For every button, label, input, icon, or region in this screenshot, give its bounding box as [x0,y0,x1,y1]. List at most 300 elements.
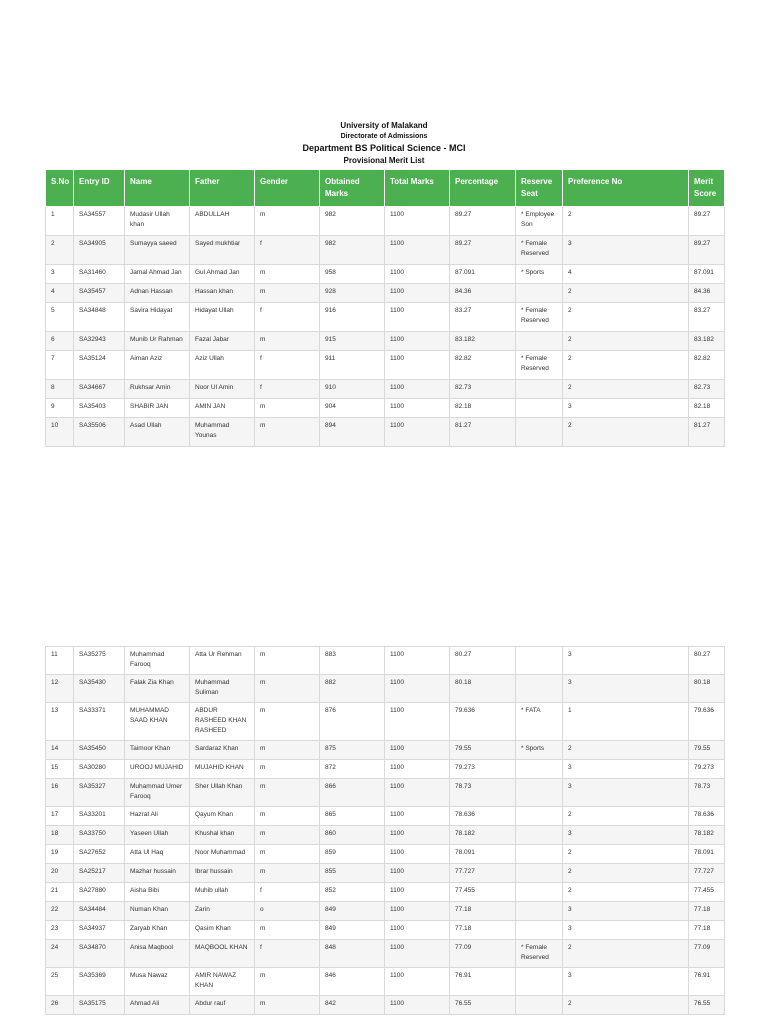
merit-score-cell: 77.18 [689,902,725,921]
sno-cell: 18 [46,826,74,845]
total-marks-cell: 1100 [385,864,450,883]
sno-cell: 9 [46,399,74,418]
father-cell: Hassan khan [190,284,255,303]
reserve-seat-cell [516,883,563,902]
preference-cell: 2 [563,807,689,826]
total-marks-cell: 1100 [385,303,450,332]
obtained-marks-cell: 849 [320,902,385,921]
merit-score-cell: 89.27 [689,207,725,236]
obtained-marks-cell: 855 [320,864,385,883]
preference-cell: 4 [563,265,689,284]
table-row [46,418,725,447]
father-cell: Qasim Khan [190,921,255,940]
percentage-cell: 79.55 [450,741,516,760]
percentage-cell: 79.273 [450,760,516,779]
gender-cell: m [255,845,320,864]
obtained-marks-cell: 865 [320,807,385,826]
gender-cell: m [255,807,320,826]
table-row [46,864,725,883]
percentage-cell: 87.091 [450,265,516,284]
preference-cell: 2 [563,996,689,1015]
father-cell: Atta Ur Rehman [190,647,255,675]
entry-id-cell: SA30280 [74,760,125,779]
sno-cell: 14 [46,741,74,760]
entry-id-cell: SA33750 [74,826,125,845]
name-cell: Aisha Bibi [125,883,190,902]
reserve-seat-cell [516,779,563,807]
obtained-marks-cell: 894 [320,418,385,447]
sno-cell: 6 [46,332,74,351]
obtained-marks-cell: 904 [320,399,385,418]
preference-cell: 3 [563,760,689,779]
table-row [46,845,725,864]
percentage-cell: 80.18 [450,675,516,703]
reserve-seat-cell [516,332,563,351]
merit-score-cell: 78.636 [689,807,725,826]
reserve-seat-cell [516,760,563,779]
merit-score-cell: 77.18 [689,921,725,940]
document-header [0,120,768,167]
sno-cell: 13 [46,703,74,741]
name-cell: Anisa Maqbool [125,940,190,968]
reserve-seat-cell [516,399,563,418]
reserve-seat-cell [516,864,563,883]
gender-cell: m [255,826,320,845]
merit-table-page-1 [45,169,725,447]
preference-cell: 3 [563,921,689,940]
entry-id-cell: SA32943 [74,332,125,351]
preference-cell: 3 [563,968,689,996]
reserve-seat-cell [516,921,563,940]
sno-cell: 22 [46,902,74,921]
obtained-marks-cell: 928 [320,284,385,303]
father-cell: Sardaraz Khan [190,741,255,760]
entry-id-cell: SA34667 [74,380,125,399]
name-cell: Hazrat Ali [125,807,190,826]
sno-cell: 21 [46,883,74,902]
sno-cell: 10 [46,418,74,447]
reserve-seat-cell [516,380,563,399]
percentage-cell: 77.727 [450,864,516,883]
obtained-marks-cell: 872 [320,760,385,779]
gender-cell: m [255,647,320,675]
table-row [46,303,725,332]
sno-cell: 3 [46,265,74,284]
father-cell: ABDUR RASHEED KHAN RASHEED [190,703,255,741]
percentage-cell: 78.73 [450,779,516,807]
percentage-cell: 83.27 [450,303,516,332]
percentage-cell: 78.636 [450,807,516,826]
name-cell: Ahmad Ali [125,996,190,1015]
name-cell: Musa Nawaz [125,968,190,996]
reserve-seat-cell: * Sports [516,741,563,760]
reserve-seat-cell: * Employee Son [516,207,563,236]
reserve-seat-cell [516,284,563,303]
percentage-cell: 78.091 [450,845,516,864]
reserve-seat-cell [516,845,563,864]
obtained-marks-cell: 911 [320,351,385,380]
percentage-cell: 82.73 [450,380,516,399]
table-row [46,647,725,675]
total-marks-cell: 1100 [385,883,450,902]
obtained-marks-cell: 866 [320,779,385,807]
table-row [46,779,725,807]
table-row [46,380,725,399]
father-cell: Muhammad Suliman [190,675,255,703]
reserve-seat-cell [516,996,563,1015]
sno-cell: 7 [46,351,74,380]
preference-cell: 2 [563,207,689,236]
merit-score-cell: 80.18 [689,675,725,703]
percentage-cell: 89.27 [450,207,516,236]
reserve-seat-cell: * Female Reserved [516,940,563,968]
percentage-cell: 77.18 [450,921,516,940]
preference-cell: 3 [563,236,689,265]
column-header: Gender [255,170,320,207]
sno-cell: 12 [46,675,74,703]
percentage-cell: 79.636 [450,703,516,741]
obtained-marks-cell: 982 [320,207,385,236]
percentage-cell: 81.27 [450,418,516,447]
merit-score-cell: 78.091 [689,845,725,864]
preference-cell: 2 [563,741,689,760]
name-cell: MUHAMMAD SAAD KHAN [125,703,190,741]
preference-cell: 3 [563,675,689,703]
percentage-cell: 77.18 [450,902,516,921]
sno-cell: 25 [46,968,74,996]
obtained-marks-cell: 916 [320,303,385,332]
father-cell: Fazal Jabar [190,332,255,351]
entry-id-cell: SA31460 [74,265,125,284]
obtained-marks-cell: 982 [320,236,385,265]
total-marks-cell: 1100 [385,940,450,968]
percentage-cell: 80.27 [450,647,516,675]
merit-score-cell: 82.18 [689,399,725,418]
father-cell: Sayed mukhtiar [190,236,255,265]
merit-score-cell: 76.55 [689,996,725,1015]
total-marks-cell: 1100 [385,207,450,236]
father-cell: AMIR NAWAZ KHAN [190,968,255,996]
father-cell: Abdur rauf [190,996,255,1015]
gender-cell: f [255,883,320,902]
gender-cell: m [255,864,320,883]
percentage-cell: 77.455 [450,883,516,902]
entry-id-cell: SA34557 [74,207,125,236]
obtained-marks-cell: 859 [320,845,385,864]
reserve-seat-cell [516,807,563,826]
total-marks-cell: 1100 [385,332,450,351]
gender-cell: m [255,265,320,284]
father-cell: MUJAHID KHAN [190,760,255,779]
obtained-marks-cell: 860 [320,826,385,845]
name-cell: Yaseen Ullah [125,826,190,845]
obtained-marks-cell: 852 [320,883,385,902]
percentage-cell: 84.36 [450,284,516,303]
merit-score-cell: 84.36 [689,284,725,303]
merit-score-cell: 80.27 [689,647,725,675]
column-header: Total Marks [385,170,450,207]
name-cell: Atta Ul Haq [125,845,190,864]
table-row [46,207,725,236]
total-marks-cell: 1100 [385,760,450,779]
merit-score-cell: 89.27 [689,236,725,265]
table-row [46,284,725,303]
entry-id-cell: SA35450 [74,741,125,760]
obtained-marks-cell: 848 [320,940,385,968]
obtained-marks-cell: 842 [320,996,385,1015]
sno-cell: 24 [46,940,74,968]
obtained-marks-cell: 846 [320,968,385,996]
table-row [46,675,725,703]
table-body [46,647,725,1015]
preference-cell: 2 [563,845,689,864]
preference-cell: 2 [563,332,689,351]
total-marks-cell: 1100 [385,675,450,703]
merit-score-cell: 82.82 [689,351,725,380]
column-header: Merit Score [689,170,725,207]
name-cell: Numan Khan [125,902,190,921]
entry-id-cell: SA33201 [74,807,125,826]
entry-id-cell: SA34870 [74,940,125,968]
merit-score-cell: 81.27 [689,418,725,447]
percentage-cell: 77.09 [450,940,516,968]
table-body [46,207,725,447]
father-cell: Sher Ullah Khan [190,779,255,807]
column-header: Name [125,170,190,207]
column-header: Reserve Seat [516,170,563,207]
merit-score-cell: 82.73 [689,380,725,399]
reserve-seat-cell: * FATA [516,703,563,741]
table-row [46,968,725,996]
entry-id-cell: SA34848 [74,303,125,332]
father-cell: Hidayat Ullah [190,303,255,332]
reserve-seat-cell [516,902,563,921]
sno-cell: 15 [46,760,74,779]
table-row [46,826,725,845]
sno-cell: 26 [46,996,74,1015]
total-marks-cell: 1100 [385,779,450,807]
preference-cell: 2 [563,380,689,399]
obtained-marks-cell: 875 [320,741,385,760]
father-cell: Muhammad Younas [190,418,255,447]
sno-cell: 5 [46,303,74,332]
gender-cell: m [255,399,320,418]
gender-cell: f [255,351,320,380]
table-header-row [46,170,725,207]
father-cell: Gul Ahmad Jan [190,265,255,284]
obtained-marks-cell: 849 [320,921,385,940]
sno-cell: 23 [46,921,74,940]
name-cell: Aiman Aziz [125,351,190,380]
total-marks-cell: 1100 [385,807,450,826]
father-cell: Qayum Khan [190,807,255,826]
table-row [46,902,725,921]
merit-score-cell: 83.182 [689,332,725,351]
sno-cell: 19 [46,845,74,864]
percentage-cell: 83.182 [450,332,516,351]
table-row [46,741,725,760]
reserve-seat-cell [516,647,563,675]
column-header: Preference No [563,170,689,207]
total-marks-cell: 1100 [385,826,450,845]
name-cell: Muhammad Umer Farooq [125,779,190,807]
gender-cell: o [255,902,320,921]
entry-id-cell: SA35369 [74,968,125,996]
reserve-seat-cell: * Female Reserved [516,303,563,332]
name-cell: Munib Ur Rahman [125,332,190,351]
father-cell: Noor Muhammad [190,845,255,864]
reserve-seat-cell: * Female Reserved [516,351,563,380]
table-row [46,921,725,940]
gender-cell: m [255,284,320,303]
gender-cell: f [255,303,320,332]
preference-cell: 2 [563,864,689,883]
table-row [46,883,725,902]
father-cell: Muhib ullah [190,883,255,902]
gender-cell: m [255,418,320,447]
percentage-cell: 76.91 [450,968,516,996]
gender-cell: m [255,996,320,1015]
table-row [46,703,725,741]
name-cell: Rukhsar Amin [125,380,190,399]
sno-cell: 2 [46,236,74,265]
merit-score-cell: 87.091 [689,265,725,284]
entry-id-cell: SA35457 [74,284,125,303]
entry-id-cell: SA35175 [74,996,125,1015]
total-marks-cell: 1100 [385,418,450,447]
entry-id-cell: SA33371 [74,703,125,741]
directorate-name: Directorate of Admissions [340,133,428,140]
table-row [46,996,725,1015]
total-marks-cell: 1100 [385,351,450,380]
preference-cell: 3 [563,826,689,845]
name-cell: Muhammad Farooq [125,647,190,675]
entry-id-cell: SA35403 [74,399,125,418]
father-cell: ABDULLAH [190,207,255,236]
name-cell: Asad Ullah [125,418,190,447]
column-header: S.No [46,170,74,207]
name-cell: Mudasir Ullah khan [125,207,190,236]
gender-cell: m [255,332,320,351]
gender-cell: m [255,968,320,996]
percentage-cell: 82.82 [450,351,516,380]
merit-score-cell: 78.73 [689,779,725,807]
merit-score-cell: 76.91 [689,968,725,996]
preference-cell: 2 [563,418,689,447]
total-marks-cell: 1100 [385,236,450,265]
name-cell: Adnan Hassan [125,284,190,303]
university-name: University of Malakand [340,121,428,130]
preference-cell: 3 [563,647,689,675]
gender-cell: m [255,675,320,703]
obtained-marks-cell: 883 [320,647,385,675]
name-cell: Jamal Ahmad Jan [125,265,190,284]
merit-score-cell: 79.55 [689,741,725,760]
name-cell: UROOJ MUJAHID [125,760,190,779]
merit-score-cell: 77.09 [689,940,725,968]
preference-cell: 3 [563,399,689,418]
name-cell: Mazhar hussain [125,864,190,883]
merit-score-cell: 77.727 [689,864,725,883]
merit-score-cell: 79.273 [689,760,725,779]
entry-id-cell: SA34905 [74,236,125,265]
reserve-seat-cell [516,968,563,996]
total-marks-cell: 1100 [385,647,450,675]
gender-cell: f [255,940,320,968]
total-marks-cell: 1100 [385,921,450,940]
obtained-marks-cell: 958 [320,265,385,284]
column-header: Entry ID [74,170,125,207]
sno-cell: 8 [46,380,74,399]
obtained-marks-cell: 882 [320,675,385,703]
merit-score-cell: 83.27 [689,303,725,332]
entry-id-cell: SA35327 [74,779,125,807]
reserve-seat-cell: * Female Reserved [516,236,563,265]
name-cell: Taimoor Khan [125,741,190,760]
name-cell: Sumayya saeed [125,236,190,265]
sno-cell: 11 [46,647,74,675]
table-row [46,399,725,418]
sno-cell: 1 [46,207,74,236]
percentage-cell: 82.18 [450,399,516,418]
entry-id-cell: SA25217 [74,864,125,883]
gender-cell: m [255,207,320,236]
table-row [46,236,725,265]
total-marks-cell: 1100 [385,902,450,921]
total-marks-cell: 1100 [385,703,450,741]
table-row [46,351,725,380]
father-cell: MAQBOOL KHAN [190,940,255,968]
name-cell: SHABIR JAN [125,399,190,418]
preference-cell: 3 [563,902,689,921]
entry-id-cell: SA35124 [74,351,125,380]
table-row [46,807,725,826]
father-cell: Noor Ul Amin [190,380,255,399]
table-row [46,332,725,351]
merit-table-page-2 [45,646,725,1015]
reserve-seat-cell [516,826,563,845]
total-marks-cell: 1100 [385,996,450,1015]
reserve-seat-cell [516,418,563,447]
total-marks-cell: 1100 [385,741,450,760]
gender-cell: m [255,921,320,940]
total-marks-cell: 1100 [385,845,450,864]
entry-id-cell: SA27652 [74,845,125,864]
merit-score-cell: 79.636 [689,703,725,741]
department-title: Department BS Political Science - MCI [302,143,466,153]
entry-id-cell: SA34937 [74,921,125,940]
total-marks-cell: 1100 [385,380,450,399]
obtained-marks-cell: 910 [320,380,385,399]
list-title: Provisional Merit List [343,156,425,165]
father-cell: AMIN JAN [190,399,255,418]
obtained-marks-cell: 915 [320,332,385,351]
total-marks-cell: 1100 [385,968,450,996]
gender-cell: m [255,760,320,779]
father-cell: Aziz Ullah [190,351,255,380]
preference-cell: 2 [563,883,689,902]
entry-id-cell: SA34484 [74,902,125,921]
column-header: Percentage [450,170,516,207]
gender-cell: m [255,779,320,807]
sno-cell: 4 [46,284,74,303]
entry-id-cell: SA35275 [74,647,125,675]
preference-cell: 3 [563,779,689,807]
preference-cell: 1 [563,703,689,741]
column-header: Obtained Marks [320,170,385,207]
entry-id-cell: SA35506 [74,418,125,447]
merit-score-cell: 78.182 [689,826,725,845]
